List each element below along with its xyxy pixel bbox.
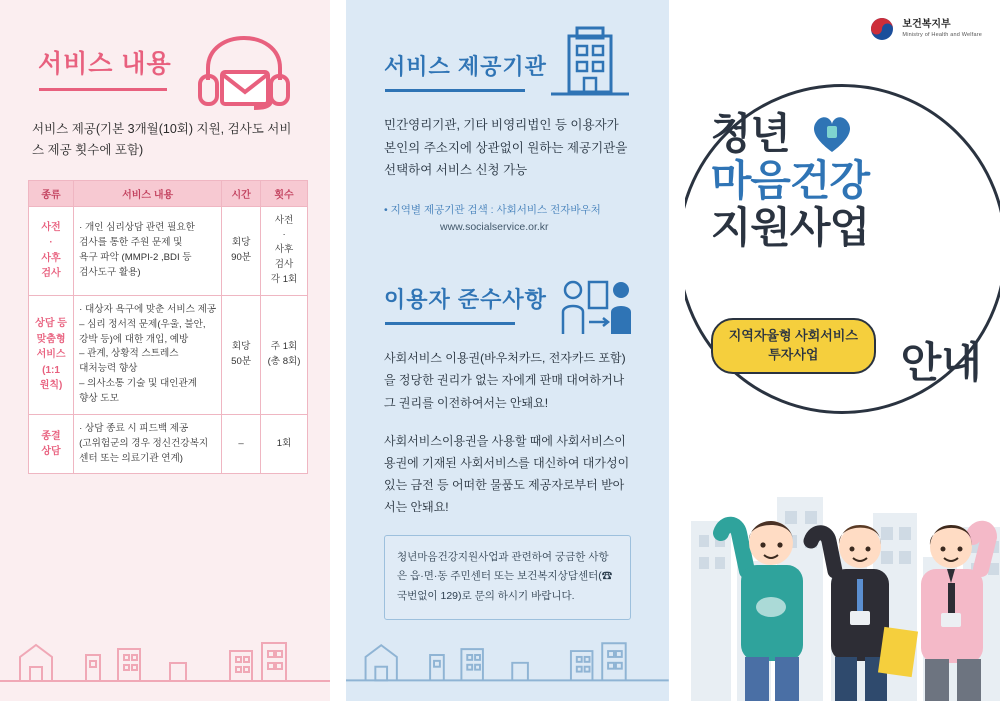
taegeuk-icon [869, 16, 895, 42]
cell-content: · 대상자 욕구에 맞춘 서비스 제공 – 심리 정서적 문제(우울, 불안, 강박 등)에 대한 개입, 예방 – 관계, 상황적 스트레스 대처능력 향상 – 의사소통 기술 및 대인관계 향상 도모 [74, 295, 222, 414]
cell-count: 주 1회 (총 8회) [261, 295, 308, 414]
panel2-section1-title: 서비스 제공기관 [384, 54, 547, 79]
panel-service-content [0, 0, 330, 701]
headset-mail-icon [198, 34, 290, 110]
cover-people-illustration [685, 401, 1000, 701]
user-rule-paragraph-2: 사회서비스이용권을 사용할 때에 사회서비스이용권에 기재된 사회서비스를 대신하여 대가성이 있는 금전 등 어떠한 물품도 제공자로부터 받아서는 안돼요! [384, 433, 630, 515]
cell-count: 사전 · 사후 검사 각 1회 [261, 206, 308, 295]
panel-provider-info [346, 0, 669, 701]
cover-title [711, 110, 1000, 251]
cell-content: · 상담 종료 시 피드백 제공 (고위험군의 경우 정신건강복지 센터 또는 의료기관 연계) [74, 414, 222, 474]
ministry-name-ko: 보건복지부 [902, 19, 951, 31]
cell-kind: 종결 상담 [29, 414, 74, 474]
cell-time: 회당 50분 [222, 295, 261, 414]
provider-search-url[interactable]: www.socialservice.or.kr [440, 221, 549, 234]
program-badge-line1: 지역자율형 사회서비스 [728, 328, 858, 343]
service-content-table [28, 180, 308, 475]
program-badge-line2: 투자사업 [768, 346, 819, 362]
col-time: 시간 [222, 180, 261, 206]
ministry-logo [869, 16, 982, 42]
cover-title-line2: 마음건강 [710, 157, 870, 205]
table-row [29, 414, 308, 474]
people-icon [559, 278, 635, 340]
ministry-name-en: Ministry of Health and Welfare [902, 31, 982, 38]
user-rule-paragraph-1: 사회서비스 이용권(바우처카드, 전자카드 포함)을 정당한 권리가 없는 자에게 판매 대여하거나 그 권리를 이전하여서는 안돼요! [384, 351, 626, 410]
city-skyline-decoration-blue [346, 625, 669, 683]
table-header-row [29, 180, 308, 206]
panel1-title-underline [39, 88, 167, 91]
cover-title-line1: 청년 [710, 110, 790, 157]
cell-time: – [222, 414, 261, 474]
cover-title-line4: 안내 [900, 339, 982, 386]
table-row [29, 206, 308, 295]
panel2-section2-title: 이용자 준수사항 [384, 287, 547, 313]
cell-kind: 사전 · 사후 검사 [29, 206, 74, 295]
cell-count: 1회 [261, 414, 308, 474]
provider-search-label: • 지역별 제공기관 검색 : 사회서비스 전자바우처 [384, 203, 601, 216]
provider-search-note [384, 202, 631, 238]
panel-cover [685, 0, 1000, 701]
table-row [29, 295, 308, 414]
contact-info-box: 청년마음건강지원사업과 관련하여 궁금한 사항은 읍·면·동 주민센터 또는 보건복지상담센터(☎국번없이 129)로 문의 하시기 바랍니다. [384, 535, 631, 621]
city-skyline-decoration-pink [0, 625, 330, 683]
panel2-section1-underline [385, 89, 525, 92]
panel2-section1-description: 민간영리기관, 기타 비영리법인 등 이용자가 본인의 주소지에 상관없이 원하는 제공기관을 선택하여 서비스 신청 가능 [384, 118, 628, 177]
cell-kind: 상담 등 맞춤형 서비스 (1:1 원칙) [29, 295, 74, 414]
col-kind: 종류 [29, 180, 74, 206]
col-count: 횟수 [261, 180, 308, 206]
program-badge [711, 318, 876, 374]
heart-icon [809, 112, 855, 154]
panel2-section2-underline [385, 322, 515, 325]
col-content: 서비스 내용 [74, 180, 222, 206]
panel1-title: 서비스 내용 [38, 50, 172, 78]
cell-time: 회당 90분 [222, 206, 261, 295]
cell-content: · 개인 심리상담 관련 필요한 검사를 통한 주원 문제 및 욕구 파악 (MMPI-2 ,BDI 등 검사도구 활용) [74, 206, 222, 295]
cover-title-line3: 지원사업 [710, 204, 870, 252]
building-icon [547, 26, 633, 102]
panel1-description: 서비스 제공(기본 3개월(10회) 지원, 검사도 서비스 제공 횟수에 포함) [32, 122, 292, 158]
cover-title-line1-wrap [711, 110, 1000, 157]
